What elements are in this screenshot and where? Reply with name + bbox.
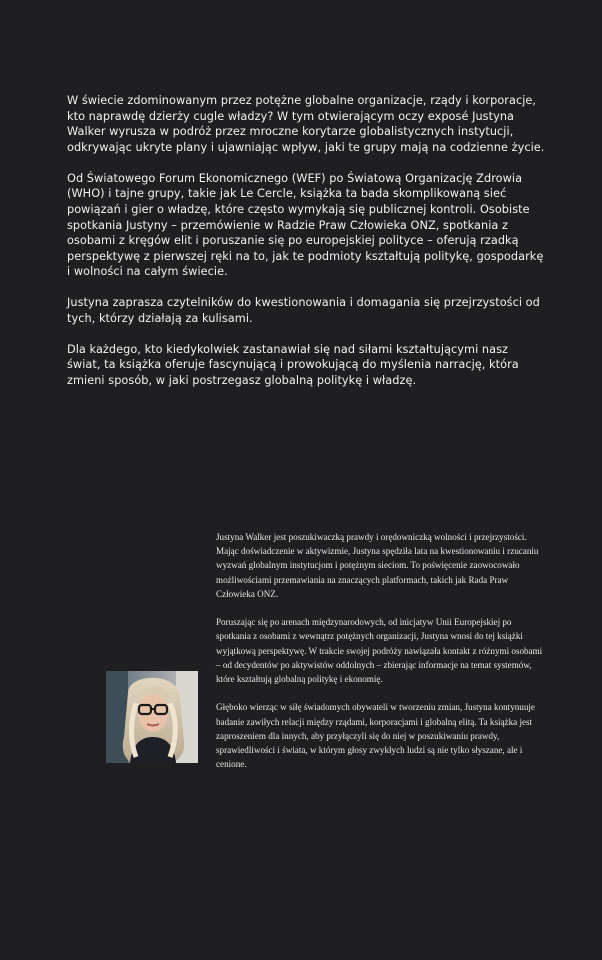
book-blurb [67,93,545,404]
blurb-paragraph-2: Od Światowego Forum Ekonomicznego (WEF) po Światową Organizację Zdrowia (WHO) i tajne grupy, takie jak Le Cercle, książka ta bada skomplikowaną sieć powiązań i gier o władzę, które często wymykają się publicznej kontroli. Osobiste spotkania Justyny – przemówienie w Radzie Praw Człowieka ONZ, spotkania z osobami z kręgów elit i poruszanie się po europejskiej polityce – oferują rzadką perspektywę z pierwszej ręki na to, jak te podmioty kształtują politykę, gospodarkę i wolności na całym świecie. [67,171,544,279]
blurb-paragraph-1: W świecie zdominowanym przez potężne globalne organizacje, rządy i korporacje, kto naprawdę dzierży cugle władzy? W tym otwierającym oczy exposé Justyna Walker wyrusza w podróż przez mroczne korytarze globalistycznych instytucji, odkrywając ukryte plany i ujawniając wpływ, jaki te grupy mają na codzienne życie. [67,94,545,154]
bio-paragraph-2: Poruszając się po arenach międzynarodowych, od inicjatyw Unii Europejskiej po spotkania z osobami z wewnątrz potężnych organizacji, Justyna wnosi do tej książki wyjątkową perspektywę. W trakcie swojej podróży nawiązała kontakt z różnymi osobami – od decydentów po aktywistów oddolnych – zbierając informacje na temat systemów, które kształtują globalną politykę i ekonomię. [216,617,543,685]
blurb-paragraph-4: Dla każdego, kto kiedykolwiek zastanawiał się nad siłami kształtującymi nasz świat, ta książka oferuje fascynującą i prowokującą do myślenia narrację, która zmieni sposób, w jaki postrzegasz globalną politykę i władzę. [67,342,519,388]
author-photo [106,671,198,763]
bio-paragraph-1: Justyna Walker jest poszukiwaczką prawdy i orędowniczką wolności i przejrzystości. Mając doświadczenie w aktywizmie, Justyna spędziła lata na kwestionowaniu i rzucaniu wyzwań globalnym instytucjom i potężnym sieciom. To poświęcenie zaowocowało możliwościami przemawiania na znaczących platformach, takich jak Rada Praw Człowieka ONZ. [216,532,539,599]
author-bio [216,530,544,786]
bio-paragraph-3: Głęboko wierząc w siłę świadomych obywateli w tworzeniu zmian, Justyna kontynuuje badanie zawiłych relacji między rządami, korporacjami i globalną elitą. Ta książka jest zaproszeniem dla innych, aby przyłączyli się do niej w poszukiwaniu prawdy, sprawiedliwości i świata, w którym głosy zwykłych ludzi są nie tylko słyszane, ale i cenione. [216,702,535,770]
blurb-paragraph-3: Justyna zaprasza czytelników do kwestionowania i domagania się przejrzystości od tych, którzy działają za kulisami. [67,296,540,325]
author-portrait-icon [106,671,198,763]
